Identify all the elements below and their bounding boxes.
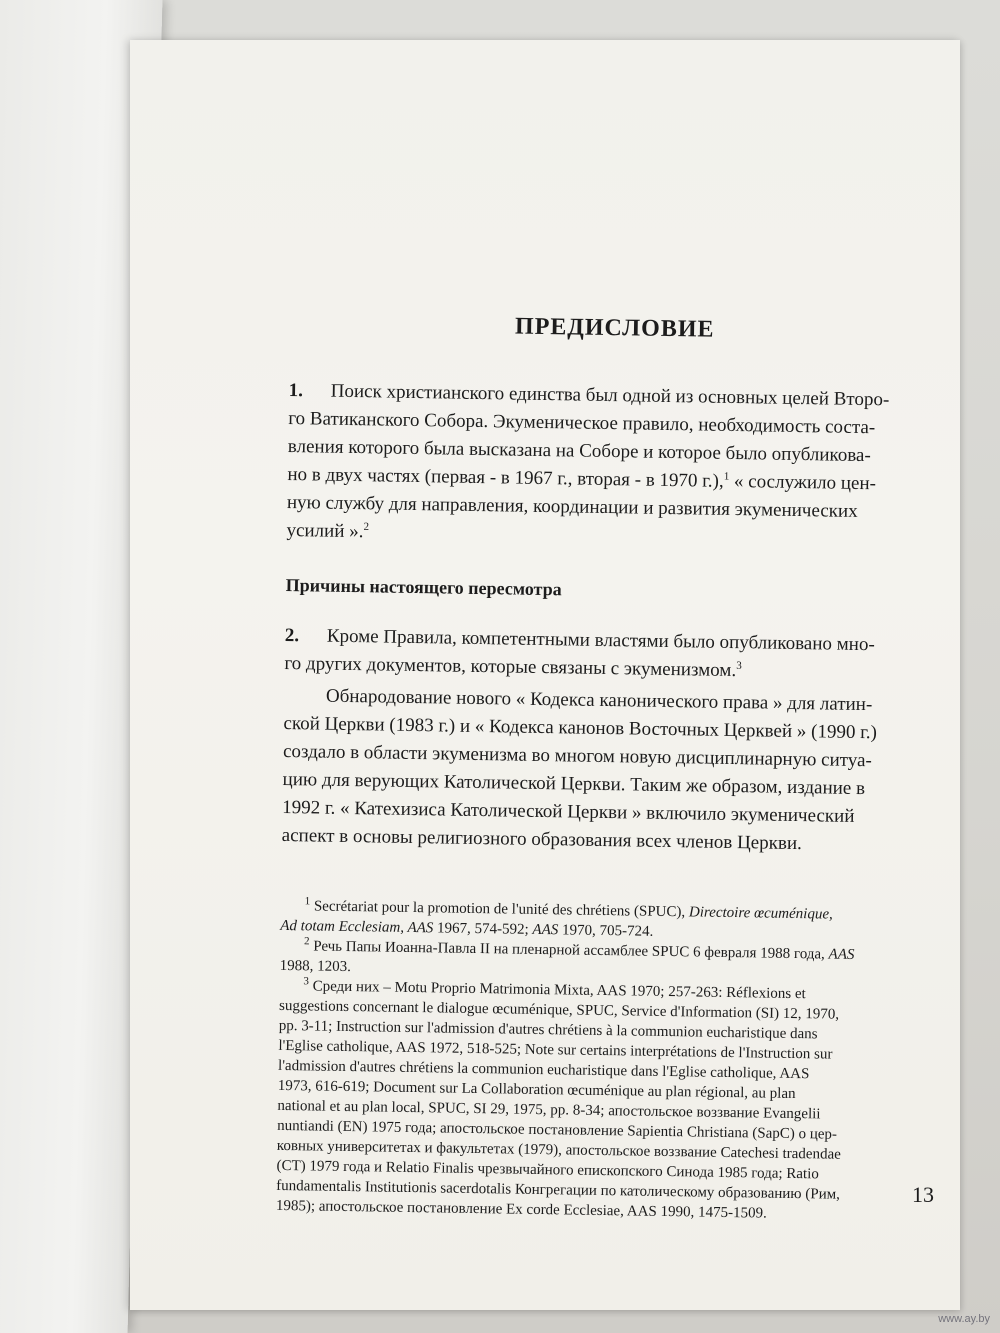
text-line: 1967, 574-592; [433,920,533,938]
watermark: www.ay.by [938,1313,990,1325]
text-line: усилий ». [286,519,364,543]
footnote-3-line-3: pp. 3-11; Instruction sur l'admission d'autres chrétiens à la communion eucharistique dans [278,1017,818,1043]
text-line: но в двух частях (первая - в 1967 г., вторая - в 1970 г.), [287,463,724,492]
paragraph-number: 1. [288,379,304,402]
footnote-3-line-7: national et au plan local, SPUC, SI 29, 1975, pp. 8-34; апостольское воззвание Evangelii [277,1097,821,1123]
footnote-ref-3[interactable]: 3 [736,659,742,672]
footnote-3-line-4: l'Eglise catholique, AAS 1972, 518-525; Note sur certains interprétations de l'Instruction sur [278,1037,833,1063]
text-line: Среди них – Motu Proprio Matrimonia Mixta, AAS 1970; 257-263: Réflexions et [312,978,806,1003]
page-content [276,310,940,1226]
book-page [130,40,960,1310]
section-heading: Причины настоящего пересмотра [285,574,562,600]
italic-text: AAS [532,921,559,939]
paragraph-3-line-1: Обнародование нового « Кодекса канонического права » для латин- [325,685,873,716]
text-line: Речь Папы Иоанна-Павла II на пленарной ассамблее SPUC 6 февраля 1988 года, [313,938,829,963]
paragraph-number: 2. [284,624,300,647]
footnote-3-line-2: suggestions concernant le dialogue œcuménique, SPUC, Service d'Information (SI) 12, 1970, [278,997,840,1023]
paragraph-3-line-5: 1992 г. « Катехизиса Католической Церкви » включило экуменический [282,796,855,827]
paragraph-3-line-4: цию для верующих Католической Церкви. Таким же образом, издание в [282,768,866,800]
footnote-3-line-12: 1985); апостольское постановление Ex corde Ecclesiae, AAS 1990, 1475-1509. [275,1197,767,1222]
footnote-3-line-9: ковных университетах и факультетах (1979), апостольское воззвание Catechesi tradendae [276,1137,841,1163]
text-line: Кроме Правила, компетентными властями было опубликовано мно- [326,625,875,656]
italic-text: Ad totam Ecclesiam, AAS [280,917,434,937]
footnote-3-line-6: 1973, 616-619; Document sur La Collaboration œcuménique au plan régional, au plan [277,1077,796,1103]
footnote-3-line-11: fundamentalis Institutionis sacerdotalis Конгрегации по католическому образованию (Рим, [276,1177,841,1203]
text-line: Поиск христианского единства был одной из основных целей Второ- [330,380,890,411]
page-title: ПРЕДИСЛОВИЕ [514,313,715,343]
paragraph-1 [286,377,939,555]
paragraph-3-line-6: аспект в основы религиозного образования всех членов Церкви. [281,824,802,855]
footnote-3-line-10: (CT) 1979 года и Relatio Finalis чрезвычайного епископского Синода 1985 года; Ratio [276,1157,819,1183]
footnote-number: 3 [303,975,310,988]
footnote-number: 1 [304,895,311,908]
footnote-3-line-5: l'admission d'autres chrétiens la communion eucharistique dans l'Eglise catholique, AAS [277,1057,810,1083]
paragraph-3-line-3: создало в области экуменизма во многом новую дисциплинарную ситуа- [282,740,872,772]
text-line: Secrétariat pour la promotion de l'unité des chrétiens (SPUC), [313,898,690,921]
italic-text: AAS [828,946,855,963]
page-number: 13 [912,1182,934,1207]
footnote-number: 2 [303,935,310,948]
paragraph-1-line-2: го Ватиканского Собора. Экуменическое правило, необходимость соста- [288,407,876,439]
paragraph-3-line-2: ской Церкви (1983 г.) и « Кодекса канонов Восточных Церквей » (1990 г.) [283,712,878,744]
footnote-ref-2[interactable]: 2 [363,520,370,533]
footnote-2-line-2: 1988, 1203. [279,957,352,976]
text-line: 1970, 705-724. [558,922,654,940]
text-line: го других документов, которые связаны с экуменизмом. [284,652,737,682]
footnote-3-line-8: nuntiandi (EN) 1975 года; апостольское постановление Sapientia Christiana (SapC) о цер- [277,1117,838,1143]
text-line: « сослужило цен- [729,470,877,495]
paragraph-2 [282,622,936,860]
footnotes [276,896,931,1226]
paragraph-1-line-3: вления которого была высказана на Соборе и которое было опубликова- [287,435,871,467]
paragraph-1-line-5: ную службу для направления, координации и развития экуменических [286,491,858,522]
footnote-ref-1[interactable]: 1 [723,470,730,483]
italic-text: Directoire œcuménique, [688,904,833,923]
